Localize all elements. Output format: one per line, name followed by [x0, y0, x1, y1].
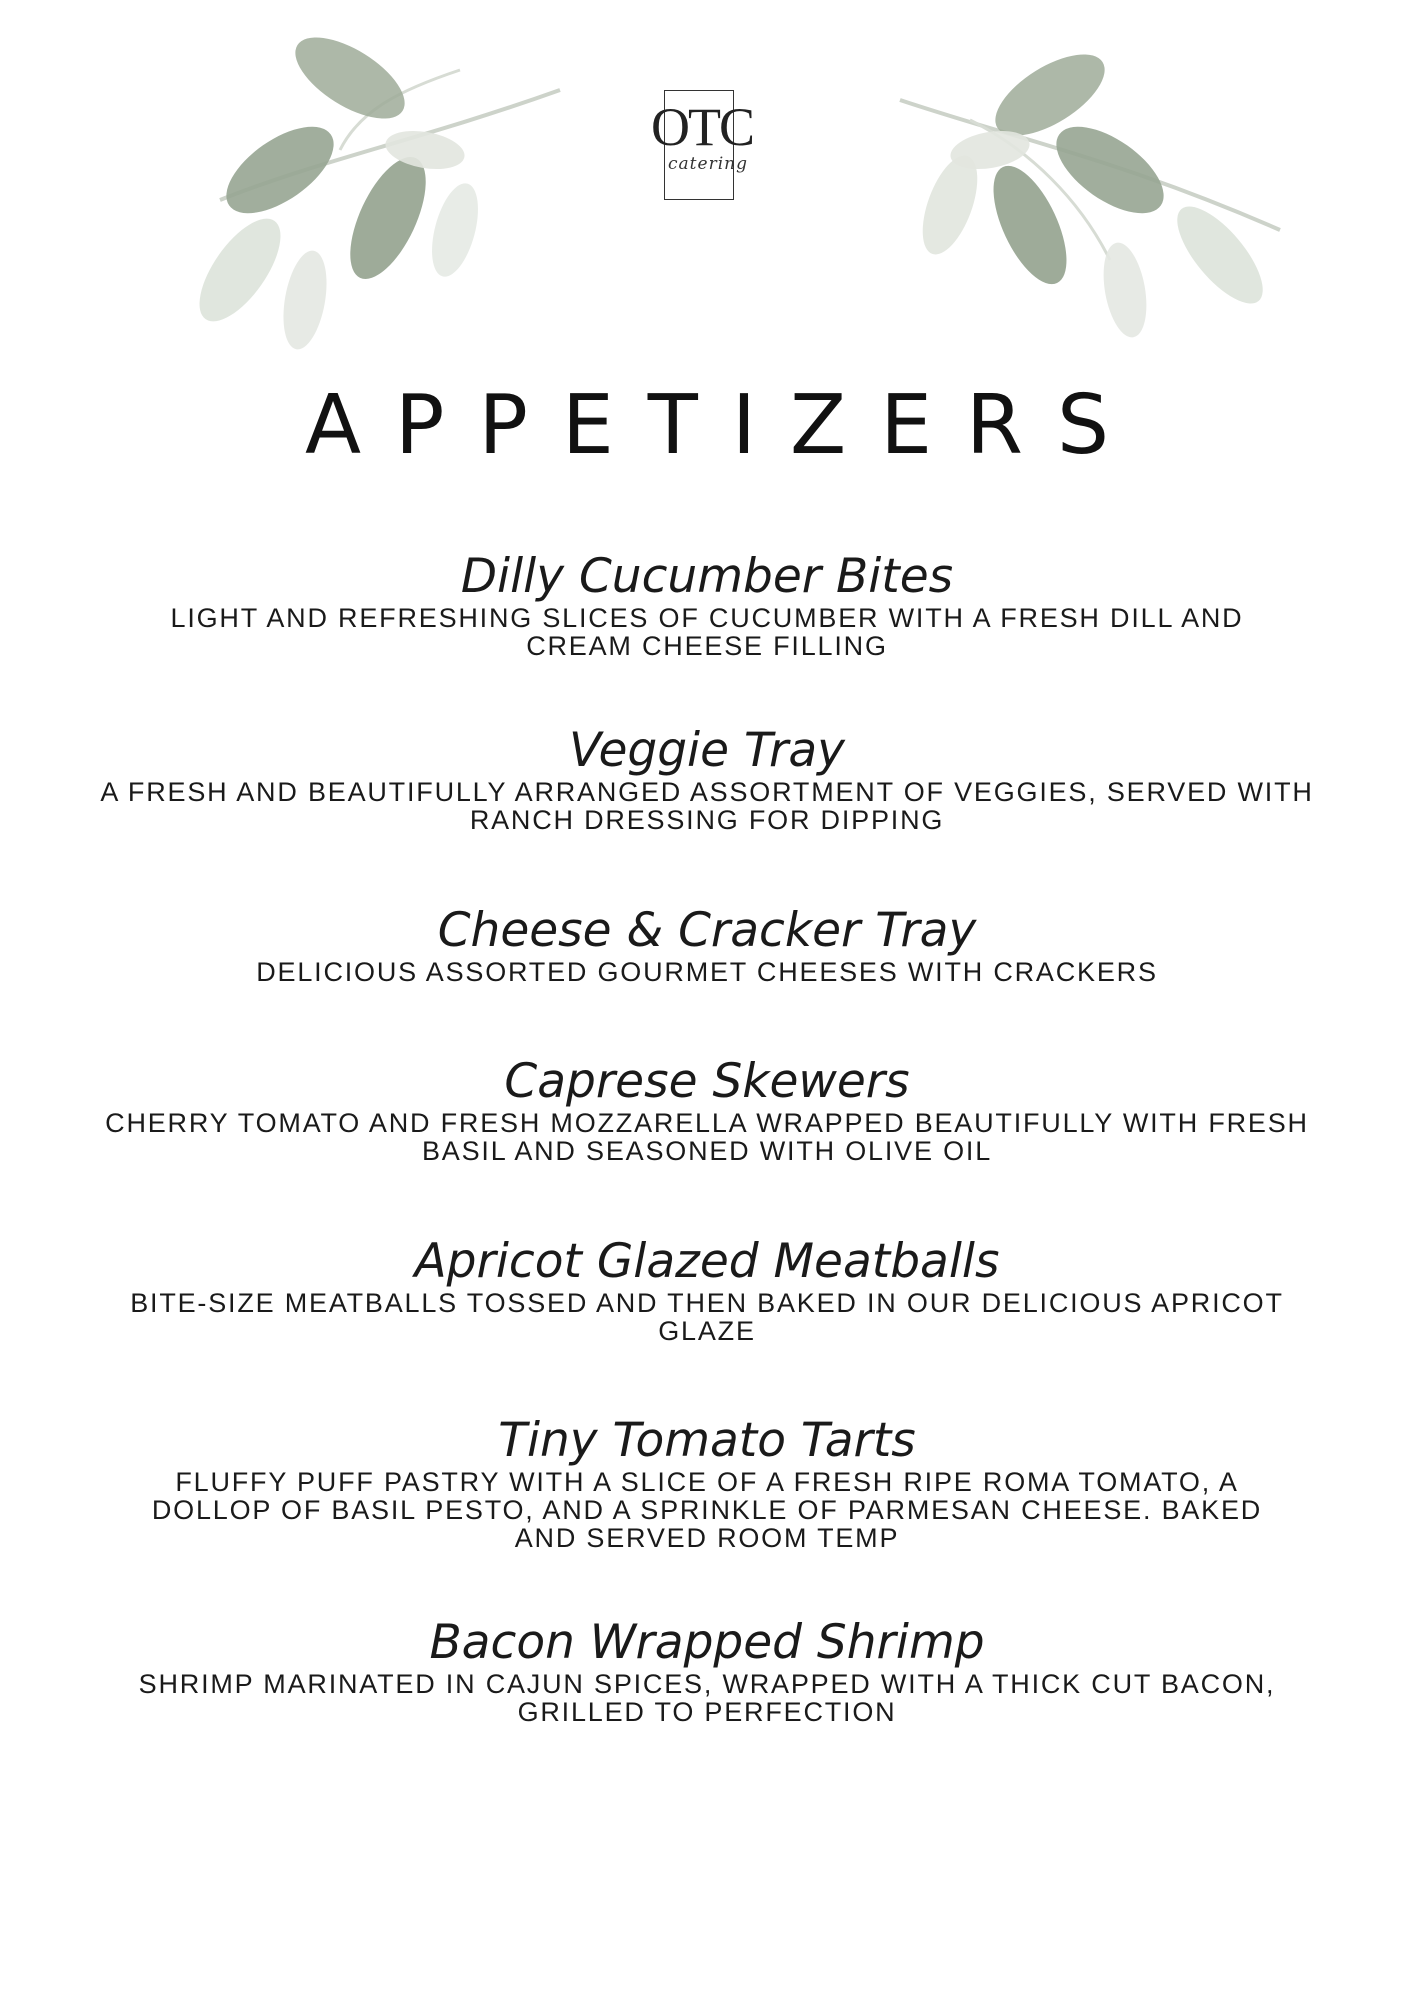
- item-name: Veggie Tray: [569, 723, 845, 778]
- item-description: A FRESH AND BEAUTIFULLY ARRANGED ASSORTMENT OF VEGGIES, SERVED WITH RANCH DRESSING FOR DIPPING: [100, 777, 1314, 835]
- item-name: Cheese & Cracker Tray: [437, 903, 977, 958]
- logo-main-text: OTC: [651, 97, 753, 157]
- item-name: Dilly Cucumber Bites: [460, 549, 954, 604]
- item-description: DELICIOUS ASSORTED GOURMET CHEESES WITH CRACKERS: [256, 957, 1158, 987]
- item-description: FLUFFY PUFF PASTRY WITH A SLICE OF A FRESH RIPE ROMA TOMATO, A DOLLOP OF BASIL PESTO, AND A SPRINKLE OF PARMESAN CHEESE. BAKED AND SERVED ROOM TEMP: [151, 1467, 1263, 1553]
- item-description: SHRIMP MARINATED IN CAJUN SPICES, WRAPPED WITH A THICK CUT BACON, GRILLED TO PERFECTION: [138, 1669, 1276, 1727]
- menu-item: [90, 1616, 1324, 1726]
- item-name: Tiny Tomato Tarts: [498, 1413, 916, 1468]
- menu-item: [90, 1414, 1324, 1552]
- item-description: BITE-SIZE MEATBALLS TOSSED AND THEN BAKED IN OUR DELICIOUS APRICOT GLAZE: [130, 1288, 1284, 1346]
- item-name: Caprese Skewers: [504, 1054, 910, 1109]
- item-name: Apricot Glazed Meatballs: [414, 1234, 1000, 1289]
- menu-item: [90, 1235, 1324, 1345]
- logo-sub-text: catering: [668, 154, 748, 174]
- page-title: APPETIZERS: [304, 378, 1144, 473]
- leaves-right-decoration: [880, 0, 1340, 360]
- menu-item: [90, 724, 1324, 834]
- menu-item: [90, 904, 1324, 986]
- item-description: LIGHT AND REFRESHING SLICES OF CUCUMBER WITH A FRESH DILL AND CREAM CHEESE FILLING: [170, 603, 1244, 661]
- menu-item: [90, 1055, 1324, 1165]
- item-description: CHERRY TOMATO AND FRESH MOZZARELLA WRAPPED BEAUTIFULLY WITH FRESH BASIL AND SEASONED WITH OLIVE OIL: [105, 1108, 1309, 1166]
- leaves-left-decoration: [160, 0, 620, 360]
- menu-item: [90, 550, 1324, 660]
- item-name: Bacon Wrapped Shrimp: [429, 1615, 985, 1670]
- otc-catering-logo: [622, 86, 782, 206]
